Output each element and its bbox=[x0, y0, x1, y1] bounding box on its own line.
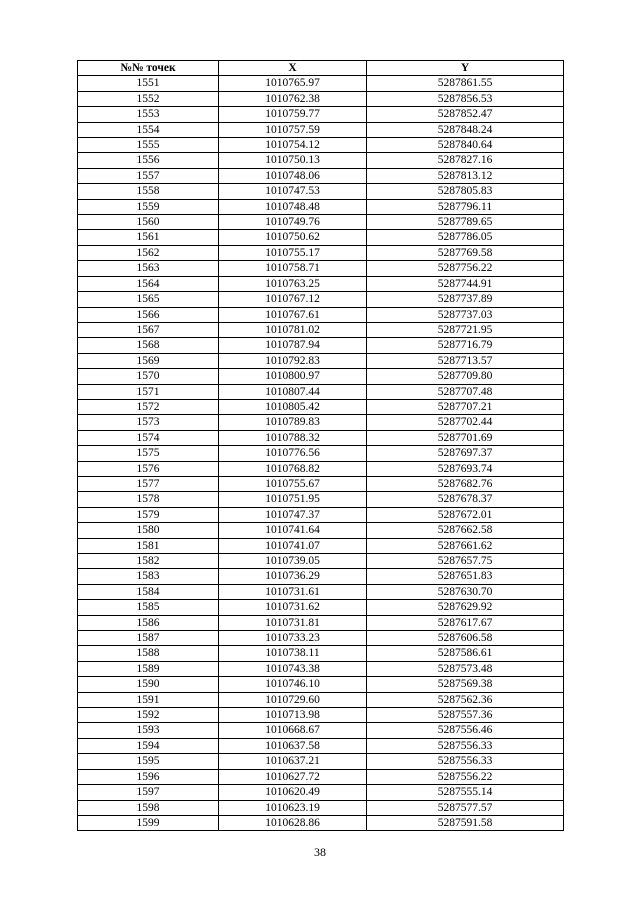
cell-y: 5287672.01 bbox=[367, 507, 564, 522]
cell-point-number: 1566 bbox=[78, 307, 219, 322]
cell-point-number: 1565 bbox=[78, 292, 219, 307]
cell-x: 1010750.62 bbox=[219, 230, 367, 245]
table-row bbox=[78, 76, 564, 91]
cell-y: 5287678.37 bbox=[367, 492, 564, 507]
table-row bbox=[78, 384, 564, 399]
cell-y: 5287769.58 bbox=[367, 245, 564, 260]
cell-x: 1010628.86 bbox=[219, 815, 367, 830]
table-row bbox=[78, 554, 564, 569]
cell-x: 1010787.94 bbox=[219, 338, 367, 353]
table-row bbox=[78, 230, 564, 245]
table-row bbox=[78, 199, 564, 214]
cell-y: 5287569.38 bbox=[367, 677, 564, 692]
cell-point-number: 1560 bbox=[78, 215, 219, 230]
cell-x: 1010620.49 bbox=[219, 785, 367, 800]
cell-y: 5287805.83 bbox=[367, 184, 564, 199]
cell-point-number: 1563 bbox=[78, 261, 219, 276]
cell-point-number: 1554 bbox=[78, 122, 219, 137]
cell-y: 5287707.21 bbox=[367, 399, 564, 414]
cell-y: 5287630.70 bbox=[367, 584, 564, 599]
cell-point-number: 1597 bbox=[78, 785, 219, 800]
cell-point-number: 1594 bbox=[78, 738, 219, 753]
table-row bbox=[78, 523, 564, 538]
cell-point-number: 1596 bbox=[78, 769, 219, 784]
cell-y: 5287555.14 bbox=[367, 785, 564, 800]
cell-y: 5287697.37 bbox=[367, 446, 564, 461]
cell-y: 5287707.48 bbox=[367, 384, 564, 399]
cell-point-number: 1562 bbox=[78, 245, 219, 260]
cell-y: 5287556.33 bbox=[367, 738, 564, 753]
cell-point-number: 1568 bbox=[78, 338, 219, 353]
table-row bbox=[78, 631, 564, 646]
table-row bbox=[78, 353, 564, 368]
table-row bbox=[78, 338, 564, 353]
table-row bbox=[78, 538, 564, 553]
table-row bbox=[78, 785, 564, 800]
cell-x: 1010731.61 bbox=[219, 584, 367, 599]
cell-point-number: 1587 bbox=[78, 631, 219, 646]
cell-x: 1010741.64 bbox=[219, 523, 367, 538]
table-row bbox=[78, 754, 564, 769]
cell-point-number: 1590 bbox=[78, 677, 219, 692]
header-x: X bbox=[219, 61, 367, 76]
cell-y: 5287856.53 bbox=[367, 91, 564, 106]
cell-x: 1010751.95 bbox=[219, 492, 367, 507]
cell-x: 1010789.83 bbox=[219, 415, 367, 430]
cell-y: 5287709.80 bbox=[367, 369, 564, 384]
cell-point-number: 1575 bbox=[78, 446, 219, 461]
cell-x: 1010741.07 bbox=[219, 538, 367, 553]
cell-y: 5287713.57 bbox=[367, 353, 564, 368]
cell-y: 5287629.92 bbox=[367, 600, 564, 615]
cell-y: 5287702.44 bbox=[367, 415, 564, 430]
cell-point-number: 1592 bbox=[78, 708, 219, 723]
table-row bbox=[78, 322, 564, 337]
cell-y: 5287693.74 bbox=[367, 461, 564, 476]
cell-y: 5287662.58 bbox=[367, 523, 564, 538]
cell-x: 1010731.62 bbox=[219, 600, 367, 615]
cell-y: 5287852.47 bbox=[367, 107, 564, 122]
coordinates-table bbox=[77, 60, 564, 831]
table-row bbox=[78, 261, 564, 276]
cell-point-number: 1551 bbox=[78, 76, 219, 91]
cell-point-number: 1593 bbox=[78, 723, 219, 738]
table-row bbox=[78, 369, 564, 384]
cell-y: 5287651.83 bbox=[367, 569, 564, 584]
table-row bbox=[78, 276, 564, 291]
table-row bbox=[78, 584, 564, 599]
cell-x: 1010733.23 bbox=[219, 631, 367, 646]
cell-x: 1010755.67 bbox=[219, 476, 367, 491]
cell-x: 1010754.12 bbox=[219, 138, 367, 153]
table-row bbox=[78, 292, 564, 307]
table-row bbox=[78, 153, 564, 168]
header-point-number: №№ точек bbox=[78, 61, 219, 76]
cell-point-number: 1580 bbox=[78, 523, 219, 538]
cell-point-number: 1567 bbox=[78, 322, 219, 337]
cell-x: 1010759.77 bbox=[219, 107, 367, 122]
cell-point-number: 1589 bbox=[78, 661, 219, 676]
cell-point-number: 1564 bbox=[78, 276, 219, 291]
cell-y: 5287577.57 bbox=[367, 800, 564, 815]
cell-point-number: 1585 bbox=[78, 600, 219, 615]
cell-x: 1010765.97 bbox=[219, 76, 367, 91]
cell-y: 5287657.75 bbox=[367, 554, 564, 569]
table-row bbox=[78, 815, 564, 830]
table-row bbox=[78, 692, 564, 707]
table-row bbox=[78, 769, 564, 784]
table-row bbox=[78, 399, 564, 414]
cell-point-number: 1595 bbox=[78, 754, 219, 769]
cell-y: 5287557.36 bbox=[367, 708, 564, 723]
cell-x: 1010763.25 bbox=[219, 276, 367, 291]
cell-x: 1010736.29 bbox=[219, 569, 367, 584]
cell-y: 5287827.16 bbox=[367, 153, 564, 168]
cell-y: 5287562.36 bbox=[367, 692, 564, 707]
cell-x: 1010792.83 bbox=[219, 353, 367, 368]
cell-point-number: 1584 bbox=[78, 584, 219, 599]
table-row bbox=[78, 615, 564, 630]
cell-point-number: 1553 bbox=[78, 107, 219, 122]
cell-point-number: 1558 bbox=[78, 184, 219, 199]
table-row bbox=[78, 461, 564, 476]
cell-x: 1010750.13 bbox=[219, 153, 367, 168]
cell-y: 5287661.62 bbox=[367, 538, 564, 553]
cell-x: 1010746.10 bbox=[219, 677, 367, 692]
cell-y: 5287789.65 bbox=[367, 215, 564, 230]
cell-x: 1010762.38 bbox=[219, 91, 367, 106]
cell-y: 5287737.89 bbox=[367, 292, 564, 307]
cell-y: 5287556.46 bbox=[367, 723, 564, 738]
cell-point-number: 1581 bbox=[78, 538, 219, 553]
cell-point-number: 1599 bbox=[78, 815, 219, 830]
cell-x: 1010637.58 bbox=[219, 738, 367, 753]
cell-y: 5287556.33 bbox=[367, 754, 564, 769]
cell-y: 5287786.05 bbox=[367, 230, 564, 245]
cell-x: 1010637.21 bbox=[219, 754, 367, 769]
cell-point-number: 1569 bbox=[78, 353, 219, 368]
cell-y: 5287606.58 bbox=[367, 631, 564, 646]
cell-point-number: 1561 bbox=[78, 230, 219, 245]
table-header-row bbox=[78, 61, 564, 76]
cell-point-number: 1555 bbox=[78, 138, 219, 153]
cell-y: 5287591.58 bbox=[367, 815, 564, 830]
cell-y: 5287813.12 bbox=[367, 168, 564, 183]
table-row bbox=[78, 492, 564, 507]
cell-point-number: 1556 bbox=[78, 153, 219, 168]
cell-x: 1010739.05 bbox=[219, 554, 367, 569]
cell-y: 5287617.67 bbox=[367, 615, 564, 630]
cell-point-number: 1583 bbox=[78, 569, 219, 584]
cell-x: 1010805.42 bbox=[219, 399, 367, 414]
cell-point-number: 1570 bbox=[78, 369, 219, 384]
table-row bbox=[78, 122, 564, 137]
cell-point-number: 1573 bbox=[78, 415, 219, 430]
cell-x: 1010747.53 bbox=[219, 184, 367, 199]
cell-x: 1010776.56 bbox=[219, 446, 367, 461]
cell-x: 1010748.48 bbox=[219, 199, 367, 214]
cell-x: 1010748.06 bbox=[219, 168, 367, 183]
cell-y: 5287756.22 bbox=[367, 261, 564, 276]
table-row bbox=[78, 476, 564, 491]
cell-point-number: 1578 bbox=[78, 492, 219, 507]
cell-y: 5287556.22 bbox=[367, 769, 564, 784]
table-body bbox=[78, 76, 564, 831]
table-row bbox=[78, 600, 564, 615]
cell-x: 1010623.19 bbox=[219, 800, 367, 815]
table-row bbox=[78, 569, 564, 584]
cell-x: 1010781.02 bbox=[219, 322, 367, 337]
cell-x: 1010767.61 bbox=[219, 307, 367, 322]
table-row bbox=[78, 91, 564, 106]
table-row bbox=[78, 708, 564, 723]
cell-y: 5287848.24 bbox=[367, 122, 564, 137]
cell-point-number: 1582 bbox=[78, 554, 219, 569]
cell-x: 1010757.59 bbox=[219, 122, 367, 137]
table-row bbox=[78, 168, 564, 183]
cell-point-number: 1577 bbox=[78, 476, 219, 491]
table-row bbox=[78, 184, 564, 199]
cell-x: 1010627.72 bbox=[219, 769, 367, 784]
cell-point-number: 1579 bbox=[78, 507, 219, 522]
table-row bbox=[78, 215, 564, 230]
cell-y: 5287861.55 bbox=[367, 76, 564, 91]
cell-y: 5287744.91 bbox=[367, 276, 564, 291]
cell-point-number: 1598 bbox=[78, 800, 219, 815]
cell-y: 5287840.64 bbox=[367, 138, 564, 153]
cell-y: 5287573.48 bbox=[367, 661, 564, 676]
cell-point-number: 1588 bbox=[78, 646, 219, 661]
cell-point-number: 1557 bbox=[78, 168, 219, 183]
header-y: Y bbox=[367, 61, 564, 76]
cell-x: 1010743.38 bbox=[219, 661, 367, 676]
cell-x: 1010729.60 bbox=[219, 692, 367, 707]
cell-point-number: 1586 bbox=[78, 615, 219, 630]
cell-y: 5287716.79 bbox=[367, 338, 564, 353]
cell-x: 1010668.67 bbox=[219, 723, 367, 738]
cell-y: 5287586.61 bbox=[367, 646, 564, 661]
table-row bbox=[78, 307, 564, 322]
cell-x: 1010788.32 bbox=[219, 430, 367, 445]
table-row bbox=[78, 430, 564, 445]
table-row bbox=[78, 107, 564, 122]
cell-x: 1010800.97 bbox=[219, 369, 367, 384]
table-row bbox=[78, 507, 564, 522]
cell-point-number: 1559 bbox=[78, 199, 219, 214]
page-number: 38 bbox=[314, 845, 326, 859]
cell-point-number: 1591 bbox=[78, 692, 219, 707]
cell-x: 1010738.11 bbox=[219, 646, 367, 661]
cell-y: 5287701.69 bbox=[367, 430, 564, 445]
table-row bbox=[78, 646, 564, 661]
cell-point-number: 1576 bbox=[78, 461, 219, 476]
cell-point-number: 1571 bbox=[78, 384, 219, 399]
cell-y: 5287682.76 bbox=[367, 476, 564, 491]
table-row bbox=[78, 138, 564, 153]
cell-x: 1010755.17 bbox=[219, 245, 367, 260]
cell-point-number: 1552 bbox=[78, 91, 219, 106]
cell-point-number: 1574 bbox=[78, 430, 219, 445]
cell-x: 1010747.37 bbox=[219, 507, 367, 522]
table-row bbox=[78, 415, 564, 430]
cell-x: 1010767.12 bbox=[219, 292, 367, 307]
cell-y: 5287737.03 bbox=[367, 307, 564, 322]
table-row bbox=[78, 661, 564, 676]
table-row bbox=[78, 446, 564, 461]
table-row bbox=[78, 800, 564, 815]
table-row bbox=[78, 738, 564, 753]
cell-x: 1010731.81 bbox=[219, 615, 367, 630]
cell-point-number: 1572 bbox=[78, 399, 219, 414]
cell-y: 5287721.95 bbox=[367, 322, 564, 337]
cell-y: 5287796.11 bbox=[367, 199, 564, 214]
table-row bbox=[78, 677, 564, 692]
cell-x: 1010749.76 bbox=[219, 215, 367, 230]
cell-x: 1010713.98 bbox=[219, 708, 367, 723]
table-row bbox=[78, 723, 564, 738]
cell-x: 1010768.82 bbox=[219, 461, 367, 476]
cell-x: 1010758.71 bbox=[219, 261, 367, 276]
table-row bbox=[78, 245, 564, 260]
cell-x: 1010807.44 bbox=[219, 384, 367, 399]
